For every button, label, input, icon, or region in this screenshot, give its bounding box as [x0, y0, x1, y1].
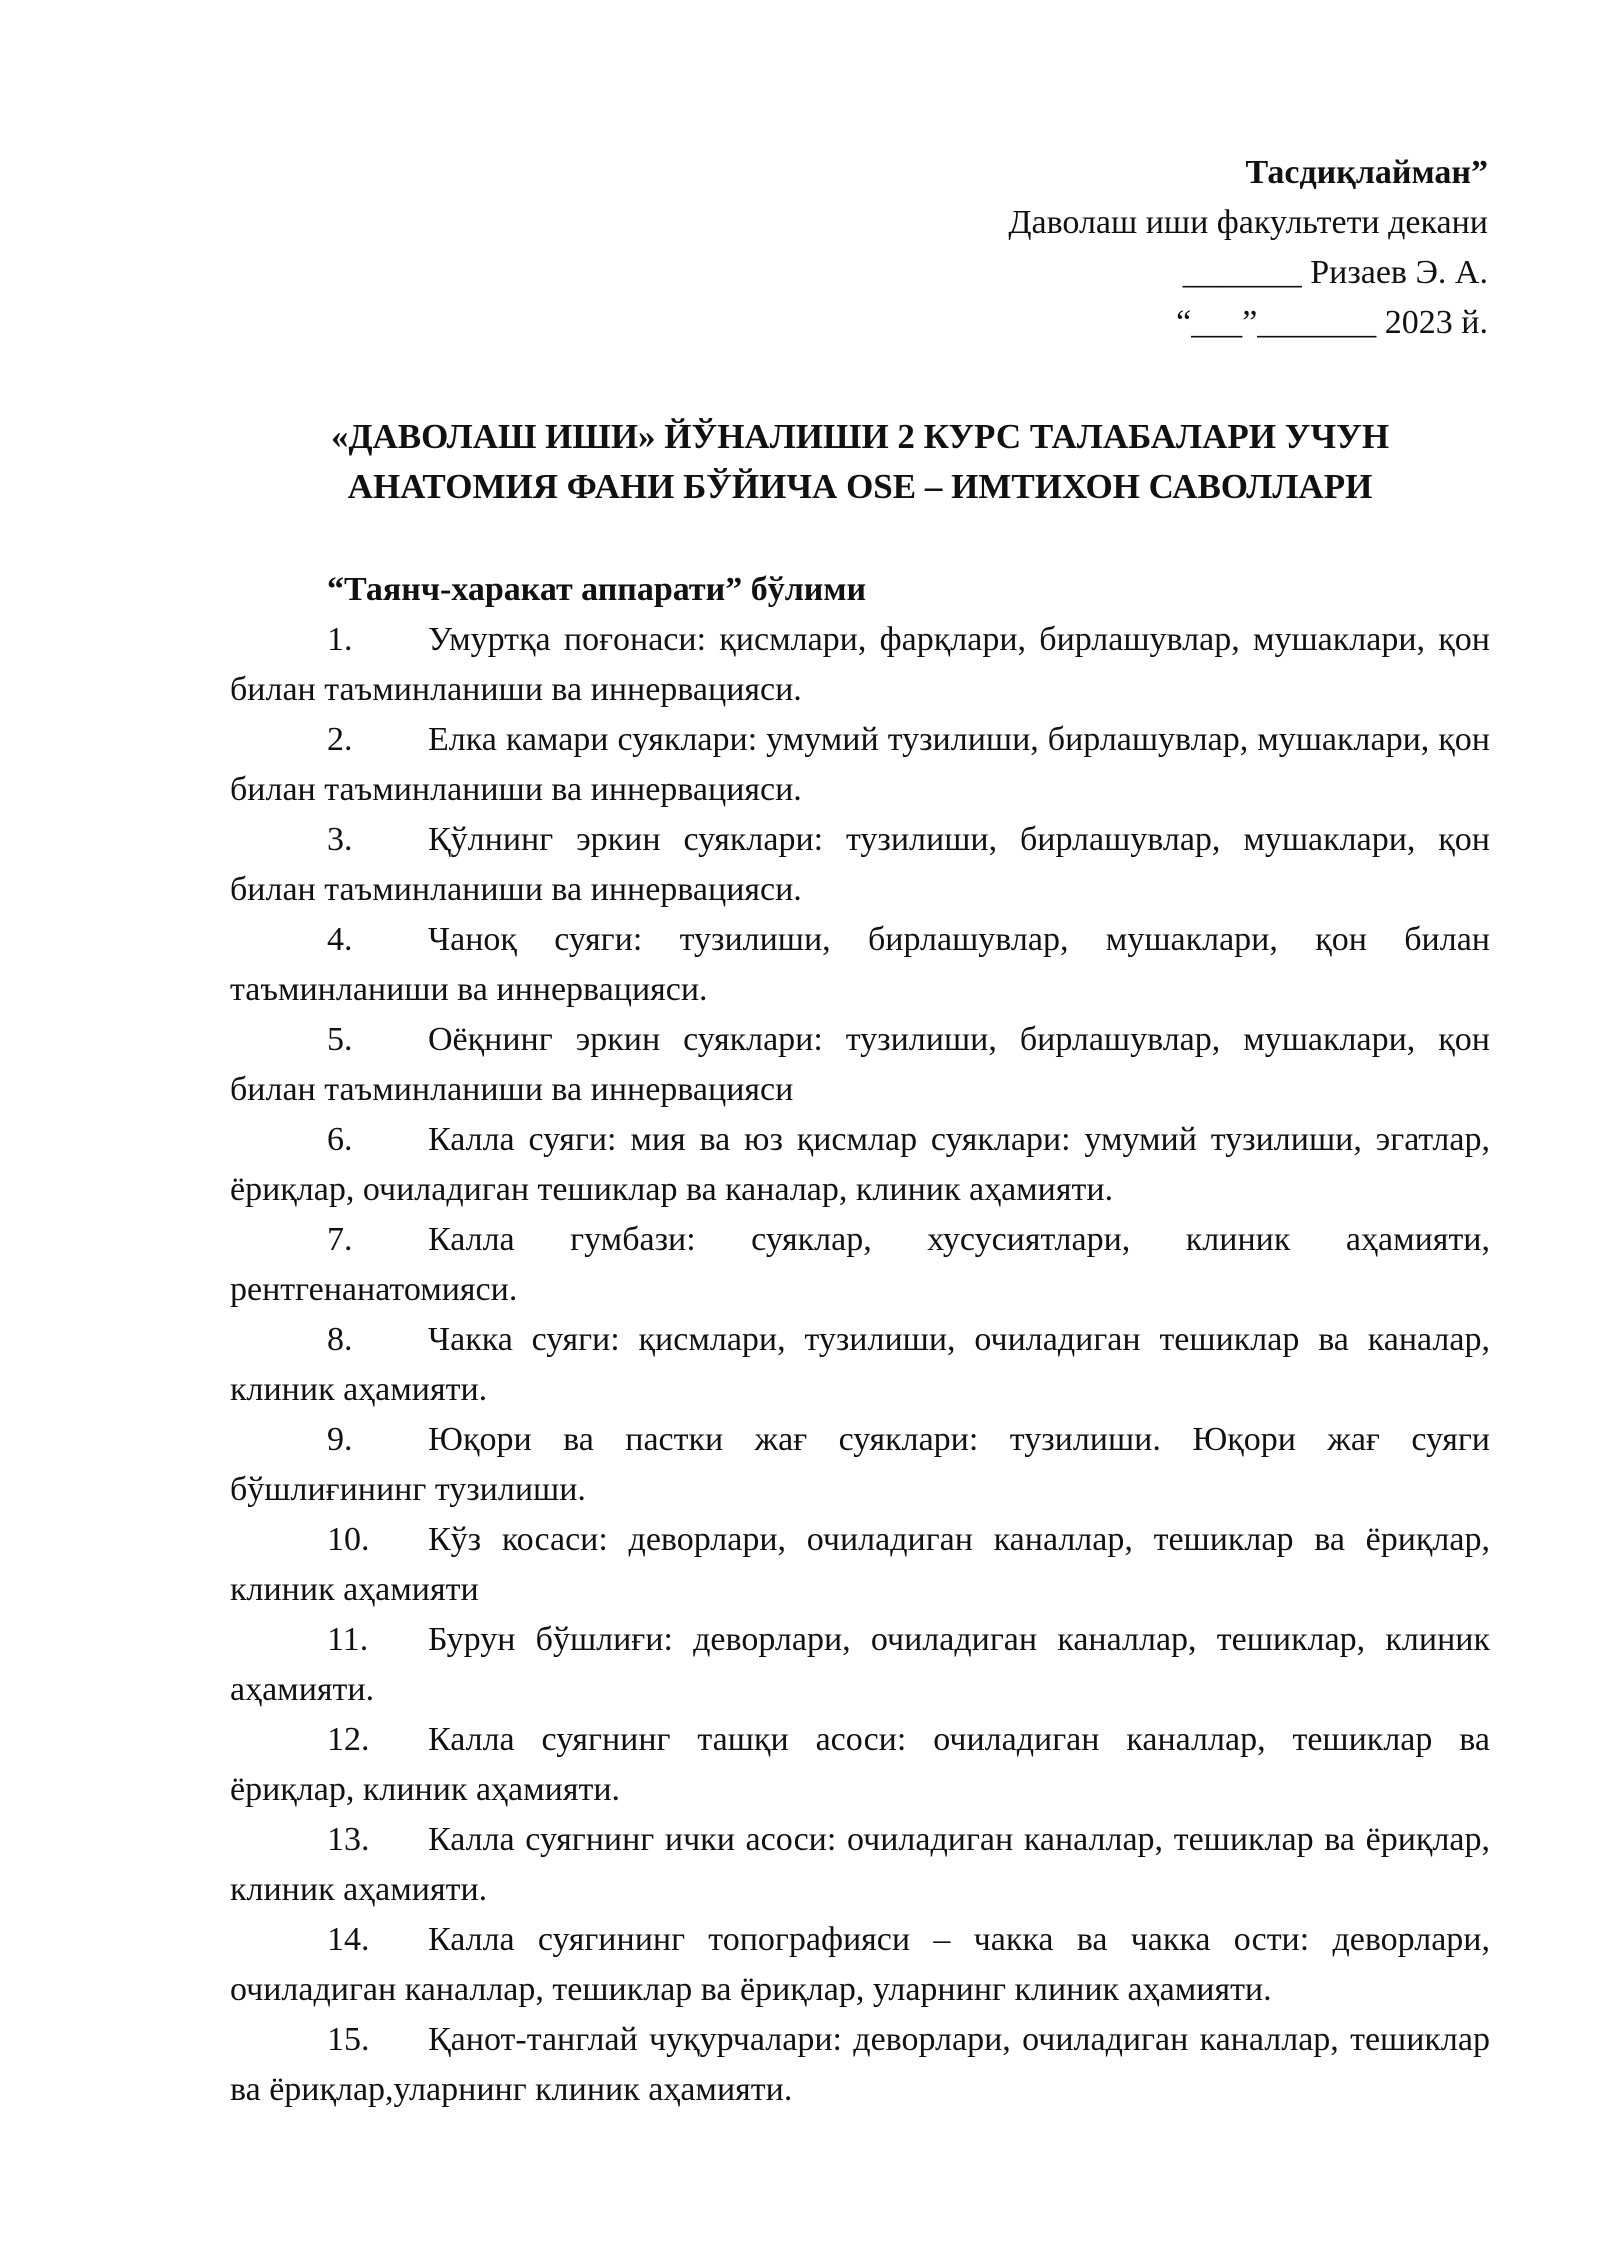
question-number: 4. [327, 921, 353, 958]
question-number: 7. [327, 1221, 353, 1258]
approval-date-line: “___”_______ 2023 й. [1176, 304, 1488, 341]
question-text: Бурун бўшлиғи: деворлари, очиладиган каналлар, тешиклар, клиник аҳамияти. [230, 1621, 1490, 1708]
question-number: 5. [327, 1021, 353, 1058]
document-title-line-2: АНАТОМИЯ ФАНИ БЎЙИЧА OSE – ИМТИХОН САВОЛЛАРИ [347, 467, 1373, 506]
approval-block [1008, 148, 1488, 348]
question-item [230, 1215, 1490, 1315]
question-number: 12. [327, 1721, 370, 1758]
question-number: 6. [327, 1121, 353, 1158]
question-item [230, 1815, 1490, 1915]
question-item [230, 1515, 1490, 1615]
question-item [230, 1415, 1490, 1515]
question-text: Юқори ва пастки жағ суяклари: тузилиши. Юқори жағ суяги бўшлиғининг тузилиши. [230, 1421, 1490, 1508]
question-number: 11. [327, 1621, 369, 1658]
question-number: 3. [327, 821, 353, 858]
approval-title: Тасдиқлайман” [1245, 154, 1488, 191]
question-item [230, 2015, 1490, 2115]
question-item [230, 715, 1490, 815]
question-text: Чакка суяги: қисмлари, тузилиши, очиладиган тешиклар ва каналар, клиник аҳамияти. [230, 1321, 1490, 1408]
question-text: Калла суягнинг ички асоси: очиладиган каналлар, тешиклар ва ёриқлар, клиник аҳамияти. [230, 1821, 1490, 1908]
question-text: Калла суягнинг ташқи асоси: очиладиган каналлар, тешиклар ва ёриқлар, клиник аҳамияти. [230, 1721, 1490, 1808]
questions-list [230, 615, 1490, 2115]
approval-position: Даволаш иши факультети декани [1008, 204, 1488, 241]
question-text: Оёқнинг эркин суяклари: тузилиши, бирлашувлар, мушаклари, қон билан таъминланиши ва иннервацияси [230, 1021, 1490, 1108]
question-number: 10. [327, 1521, 370, 1558]
section-heading: “Таянч-харакат аппарати” бўлими [327, 571, 867, 608]
question-item [230, 1715, 1490, 1815]
question-text: Калла суяги: мия ва юз қисмлар суяклари: умумий тузилиши, эгатлар, ёриқлар, очиладиган тешиклар ва каналар, клиник аҳамияти. [230, 1121, 1490, 1208]
question-number: 15. [327, 2021, 370, 2058]
question-text: Умуртқа поғонаси: қисмлари, фарқлари, бирлашувлар, мушаклари, қон билан таъминланиши ва иннервацияси. [230, 621, 1490, 708]
question-item [230, 815, 1490, 915]
question-item [230, 915, 1490, 1015]
question-number: 13. [327, 1821, 370, 1858]
question-text: Калла гумбази: суяклар, хусусиятлари, клиник аҳамияти, рентгенанатомияси. [230, 1221, 1490, 1308]
question-item [230, 1615, 1490, 1715]
document-title-line-1: «ДАВОЛАШ ИШИ» ЙЎНАЛИШИ 2 КУРС ТАЛАБАЛАРИ УЧУН [330, 417, 1390, 456]
question-text: Чаноқ суяги: тузилиши, бирлашувлар, мушаклари, қон билан таъминланиши ва иннервацияси. [230, 921, 1490, 1008]
question-text: Кўз косаси: деворлари, очиладиган каналлар, тешиклар ва ёриқлар, клиник аҳамияти [230, 1521, 1490, 1608]
question-text: Елка камари суяклари: умумий тузилиши, бирлашувлар, мушаклари, қон билан таъминланиши ва иннервацияси. [230, 721, 1490, 808]
approval-signature-line: _______ Ризаев Э. А. [1182, 254, 1488, 291]
question-item [230, 1015, 1490, 1115]
question-item [230, 1115, 1490, 1215]
question-text: Қўлнинг эркин суяклари: тузилиши, бирлашувлар, мушаклари, қон билан таъминланиши ва иннервацияси. [230, 821, 1490, 908]
question-item [230, 1315, 1490, 1415]
question-number: 14. [327, 1921, 370, 1958]
question-item [230, 1915, 1490, 2015]
question-text: Қанот-танглай чуқурчалари: деворлари, очиладиган каналлар, тешиклар ва ёриқлар,уларнинг клиник аҳамияти. [230, 2021, 1490, 2108]
question-text: Калла суягининг топографияси – чакка ва чакка ости: деворлари, очиладиган каналлар, тешиклар ва ёриқлар, уларнинг клиник аҳамияти. [230, 1921, 1490, 2008]
document-title [230, 412, 1490, 512]
question-number: 8. [327, 1321, 353, 1358]
question-number: 9. [327, 1421, 353, 1458]
question-number: 1. [327, 621, 353, 658]
question-number: 2. [327, 721, 353, 758]
question-item [230, 615, 1490, 715]
